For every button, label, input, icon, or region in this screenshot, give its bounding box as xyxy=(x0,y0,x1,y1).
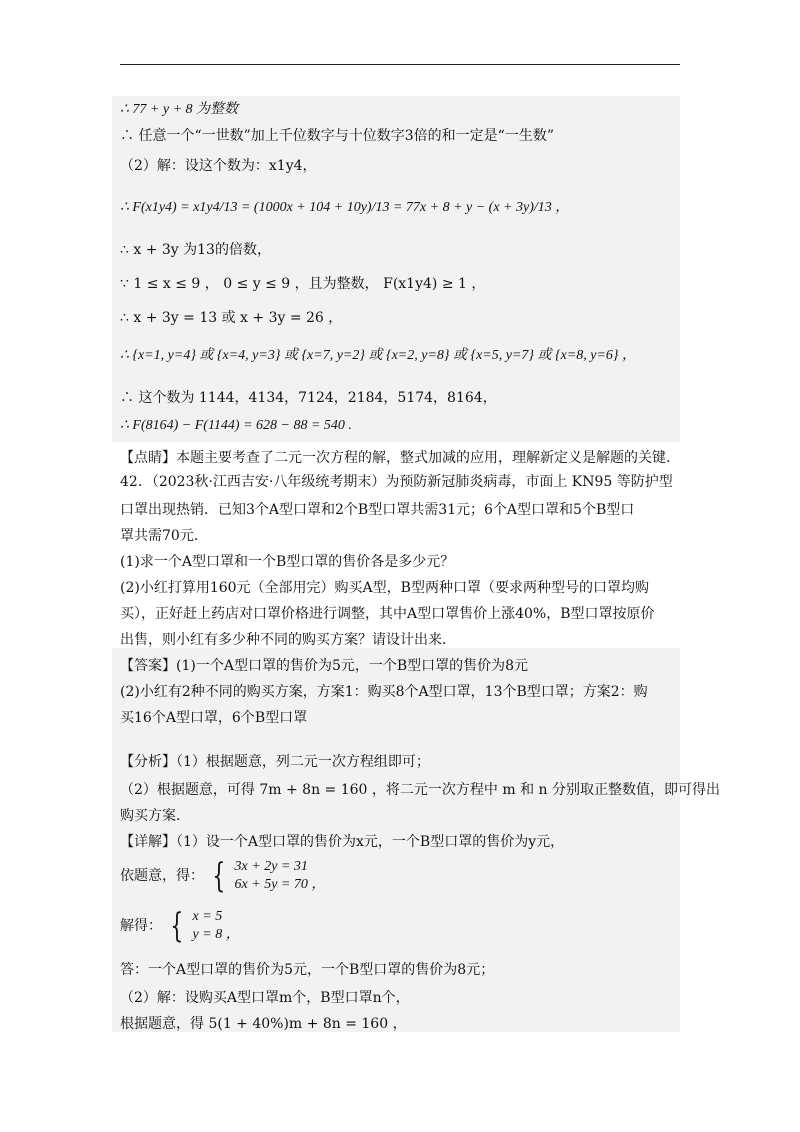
left-brace-icon: { xyxy=(170,906,184,946)
header-rule xyxy=(120,64,680,65)
answer-line-2: (2)小红有2种不同的购买方案，方案1：购买8个A型口罩，13个B型口罩；方案2：购 xyxy=(120,684,648,700)
question-42-part-2-line-2: 买），正好赶上药店对口罩价格进行调整，其中A型口罩售价上涨40%，B型口罩按原价 xyxy=(120,606,655,622)
solution-line-7: ∴ x + 3y = 13 或 x + 3y = 26 ， xyxy=(120,310,343,326)
key-point-note: 【点睛】本题主要考查了二元一次方程的解，整式加减的应用，理解新定义是解题的关键. xyxy=(120,450,671,466)
solution-line-2: ∴ 任意一个“一世数”加上千位数字与十位数字3倍的和一定是“一生数” xyxy=(120,128,554,144)
detail-answer-1: 答：一个A型口罩的售价为5元，一个B型口罩的售价为8元； xyxy=(120,962,495,978)
solution-line-8: ∴ {x=1, y=4} 或 {x=4, y=3} 或 {x=7, y=2} 或 {x=2, y=8} 或 {x=5, y=7} 或 {x=8, y=6} ， xyxy=(120,348,637,363)
analysis-line-2: （2）根据题意，可得 7m + 8n = 160 ，将二元一次方程中 m 和 n 分别取正整数值，即可得出 xyxy=(120,782,720,798)
question-42-part-1: (1)求一个A型口罩和一个B型口罩的售价各是多少元？ xyxy=(120,554,455,570)
solution-line-6: ∵ 1 ≤ x ≤ 9 ， 0 ≤ y ≤ 9 ，且为整数， F(x1y4) ≥ 1 ， xyxy=(120,276,486,292)
left-brace-icon: { xyxy=(212,856,226,896)
solution-line-5: ∴ x + 3y 为13的倍数， xyxy=(120,242,271,258)
equation-system-1-label: 依题意，得： xyxy=(120,868,204,884)
solution-line-10: ∴ F(8164) − F(1144) = 628 − 88 = 540 . xyxy=(120,418,352,433)
detail-line-6: 根据题意，得 5(1 + 40%)m + 8n = 160 ， xyxy=(120,1016,407,1032)
detail-line-5: （2）解：设购买A型口罩m个，B型口罩n个， xyxy=(120,990,410,1006)
question-42-line-1: 42．（2023秋·江西吉安·八年级统考期末）为预防新冠肺炎病毒，市面上 KN95 等防护型 xyxy=(120,474,673,490)
solution-line-4: ∴ F(x1y4) = x1y4/13 = (1000x + 104 + 10y)/13 = 77x + 8 + y − (x + 3y)/13 ， xyxy=(120,200,570,215)
solution-line-1: ∴ 77 + y + 8 为整数 xyxy=(120,102,239,117)
detail-line-1: 【详解】（1）设一个A型口罩的售价为x元，一个B型口罩的售价为y元， xyxy=(120,834,565,850)
equation-1b: 6x + 5y = 70 ， xyxy=(234,877,326,892)
analysis-line-3: 购买方案． xyxy=(120,808,190,824)
equation-1a: 3x + 2y = 31 xyxy=(234,859,308,874)
equation-system-1 xyxy=(120,858,325,894)
equation-2b: y = 8 ， xyxy=(192,927,240,942)
equation-system-2 xyxy=(120,908,240,944)
analysis-line-1: 【分析】（1）根据题意，列二元一次方程组即可； xyxy=(120,754,430,770)
equation-2a: x = 5 xyxy=(192,909,223,924)
solution-line-3: （2）解：设这个数为：x1y4， xyxy=(120,158,317,174)
answer-line-3: 买16个A型口罩，6个B型口罩 xyxy=(120,710,308,726)
solution-line-9: ∴ 这个数为 1144，4134，7124，2184，5174，8164， xyxy=(120,390,497,406)
question-42-line-2: 口罩出现热销．已知3个A型口罩和2个B型口罩共需31元；6个A型口罩和5个B型口 xyxy=(120,502,635,518)
question-42-part-2-line-3: 出售，则小红有多少种不同的购买方案？请设计出来． xyxy=(120,632,456,648)
question-42-line-3: 罩共需70元． xyxy=(120,528,208,544)
equation-system-2-label: 解得： xyxy=(120,918,162,934)
question-42-part-2-line-1: (2)小红打算用160元（全部用完）购买A型，B型两种口罩（要求两种型号的口罩均购 xyxy=(120,580,649,596)
answer-line-1: 【答案】(1)一个A型口罩的售价为5元，一个B型口罩的售价为8元 xyxy=(120,658,529,674)
